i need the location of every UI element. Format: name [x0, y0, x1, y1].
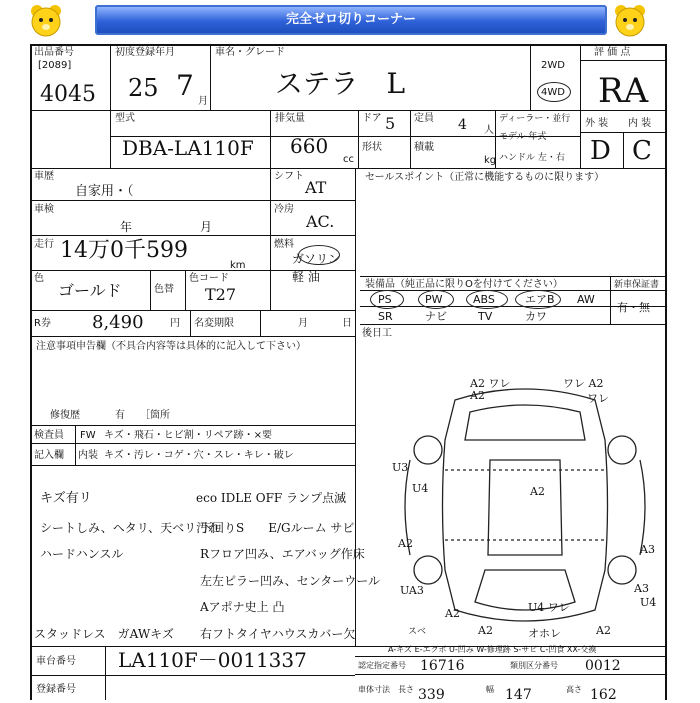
color-value: ゴールド — [58, 281, 122, 300]
repair-has-label: 有 — [115, 410, 125, 421]
equip-ps-circle — [370, 290, 404, 309]
model-label: 型式 — [115, 113, 135, 124]
note-right-0: eco IDLE OFF ランプ点滅 — [196, 491, 347, 505]
damage-mark: A2 — [596, 624, 611, 637]
int-label: 内装 — [78, 450, 98, 461]
reg-month-value: 7 — [176, 69, 194, 102]
bear-mascot-right-icon — [612, 2, 648, 38]
reg-no-label: 登録番号 — [36, 684, 76, 695]
mileage-value: 14万0千599 — [60, 238, 188, 263]
length-value: 339 — [418, 687, 445, 703]
note-line-1: シートしみ、ヘタリ、天ベリ汚れ — [40, 521, 221, 535]
damage-mark: A2 — [445, 607, 460, 620]
damage-mark: スベ — [408, 627, 427, 637]
chassis-no-label: 車台番号 — [36, 656, 76, 667]
evaluation-label: 評 価 点 — [594, 47, 631, 58]
name-change-label: 名変期限 — [194, 318, 234, 329]
note-right-1: 下回りS E/Gルーム サビ — [200, 521, 355, 535]
shift-label: シフト — [274, 171, 304, 182]
note-right-3: 左左ピラー凹み、センターウール — [200, 574, 381, 588]
fuel-gasoline-circle — [298, 245, 340, 265]
recycle-label: R券 — [34, 318, 51, 329]
lot-no-value: 4045 — [40, 82, 96, 107]
equip-ps: PS — [378, 293, 392, 306]
new-warranty-label: 新車保証書 — [614, 280, 660, 290]
height-value: 162 — [590, 687, 617, 703]
class-no-label: 類別区分番号 — [510, 661, 558, 670]
cert-no-value: 16716 — [420, 658, 465, 674]
inspection-label: 車検 — [34, 204, 54, 215]
note-line-0: キズ有リ — [40, 491, 92, 506]
damage-mark: U4 — [640, 596, 657, 609]
km-label: km — [230, 260, 246, 271]
equipment-label: 装備品（純正品に限りOを付けてください） — [365, 279, 563, 290]
mileage-label: 走行 — [34, 239, 54, 250]
color-code-label: 色コード — [189, 273, 229, 284]
class-no-value: 0012 — [585, 658, 621, 674]
history-label: 車歴 — [34, 171, 54, 182]
repair-history-label: 修復歴 — [50, 410, 80, 421]
fw-items: キズ・飛石・ヒビ割・リペア跡・×要 — [104, 430, 272, 441]
drive-4wd-label: 4WD — [541, 87, 565, 98]
fuel-label: 燃料 — [274, 239, 294, 250]
height-label: 高さ — [566, 685, 582, 694]
cert-no-label: 認定指定番号 — [358, 661, 406, 670]
damage-mark: A3 — [634, 582, 649, 595]
grade-value: RA — [598, 71, 649, 111]
interior-label: 内 装 — [628, 118, 652, 129]
yen-label: 円 — [170, 318, 180, 329]
ac-value: AC. — [306, 212, 335, 231]
model-year-label: モデル 年式 — [499, 132, 547, 142]
lot-no-label: 出品番号 — [34, 47, 74, 58]
after-day-label: 後日工 — [362, 328, 392, 339]
damage-mark: U4 — [412, 482, 429, 495]
doors-label: ドア — [362, 113, 382, 124]
exterior-label: 外 装 — [585, 118, 609, 129]
width-label: 幅 — [486, 685, 494, 694]
displacement-label: 排気量 — [275, 113, 305, 124]
fw-label: FW — [80, 430, 96, 441]
equip-airbag-circle — [515, 290, 561, 309]
reg-year-value: 25 — [128, 74, 159, 102]
equip-sr: SR — [378, 310, 393, 323]
width-value: 147 — [505, 687, 532, 703]
sales-point-label: セールスポイント（正常に機能するものに限ります） — [365, 172, 605, 183]
damage-legend: A-キズ E-エクボ U-凹み W-修理跡 S-サビ C-凹食 XX-交換 — [388, 645, 597, 654]
cc-label: cc — [343, 154, 354, 165]
bear-mascot-left-icon — [28, 2, 64, 38]
damage-mark: A2 — [478, 624, 493, 637]
equip-aw: AW — [577, 293, 595, 306]
car-name-value: ステラ L — [275, 67, 406, 100]
recycle-value: 8,490 — [92, 312, 144, 333]
length-label: 長さ — [398, 685, 414, 694]
drive-2wd-label: 2WD — [541, 60, 565, 71]
banner-title: 完全ゼロ切りコーナー — [95, 5, 607, 35]
equip-pw-circle — [418, 290, 454, 309]
ext-grade-value: D — [590, 136, 611, 166]
name-change-day: 日 — [342, 318, 352, 329]
shift-value: AT — [305, 178, 327, 197]
equip-abs-circle — [466, 290, 508, 309]
capacity-value: 4 — [458, 117, 467, 133]
note-right-5: 右フトタイヤハウスカバー欠 — [200, 627, 356, 641]
loading-label: 積載 — [414, 142, 434, 153]
entry-label: 記入欄 — [34, 450, 64, 461]
chassis-no-value: LA110F－0011337 — [118, 648, 307, 672]
ac-label: 冷房 — [274, 204, 294, 215]
dealer-label: ディーラー・並行 — [499, 114, 571, 124]
damage-mark: A2 ワレ — [470, 377, 511, 390]
equip-tv: TV — [478, 310, 493, 323]
kg-label: kg — [484, 155, 497, 166]
first-reg-label: 初度登録年月 — [115, 47, 175, 58]
repair-parts-label: ［箇所 — [140, 410, 170, 421]
color-change-label: 色替 — [154, 284, 174, 295]
shape-label: 形状 — [362, 142, 382, 153]
int-items: キズ・汚レ・コゲ・穴・スレ・キレ・破レ — [104, 450, 294, 461]
inspector-label: 検査員 — [34, 430, 64, 441]
damage-mark: オホレ — [528, 627, 561, 640]
note-right-4: Aアポナ史上 凸 — [200, 600, 285, 614]
equip-leather: カワ — [525, 310, 547, 323]
car-name-label: 車名・グレード — [215, 47, 285, 58]
reg-month-unit: 月 — [198, 96, 208, 107]
equip-navi: ナビ — [425, 310, 447, 323]
damage-mark: ワレ — [587, 392, 609, 405]
warranty-options: 有・無 — [617, 301, 650, 314]
displacement-value: 660 — [290, 134, 329, 158]
dimensions-label: 車体寸法 — [358, 685, 390, 694]
int-grade-value: C — [632, 136, 652, 166]
damage-mark: U4 ワレ — [528, 601, 570, 614]
doors-value: 5 — [385, 114, 396, 133]
damage-mark: A2 — [398, 537, 413, 550]
person-label: 人 — [484, 125, 494, 136]
note-right-2: Rフロア凹み、エアバッグ作床 — [200, 547, 365, 561]
fuel-value: ガソリン 軽 油 — [292, 252, 341, 284]
damage-mark: UA3 — [400, 584, 424, 597]
name-change-month: 月 — [298, 318, 308, 329]
color-code-value: T27 — [205, 285, 237, 304]
car-damage-diagram — [380, 370, 670, 640]
history-value: 自家用・（ — [75, 184, 134, 199]
equip-pw: PW — [425, 293, 443, 306]
notes-label: 注意事項申告欄（不具合内容等は具体的に記入して下さい） — [36, 341, 306, 352]
damage-mark: A2 — [470, 389, 485, 402]
handle-label: ハンドル 左・右 — [499, 153, 565, 163]
inspection-month: 月 — [200, 220, 213, 234]
equip-airbag: エアB — [525, 293, 555, 306]
capacity-label: 定員 — [414, 113, 434, 124]
note-line-2: ハードハンスル — [40, 547, 124, 561]
note-line-3: スタッドレス ガAWキズ — [34, 627, 174, 641]
inspection-year: 年 — [120, 220, 133, 234]
damage-mark: A3 — [640, 543, 655, 556]
damage-mark: ワレ A2 — [563, 377, 604, 390]
damage-mark: U3 — [392, 461, 409, 474]
equip-abs: ABS — [473, 293, 495, 306]
lot-sub-label: [2089] — [38, 60, 72, 71]
color-label: 色 — [34, 273, 44, 284]
model-value: DBA-LA110F — [122, 136, 254, 160]
drive-4wd-circle — [537, 82, 571, 102]
damage-mark: A2 — [530, 485, 545, 498]
